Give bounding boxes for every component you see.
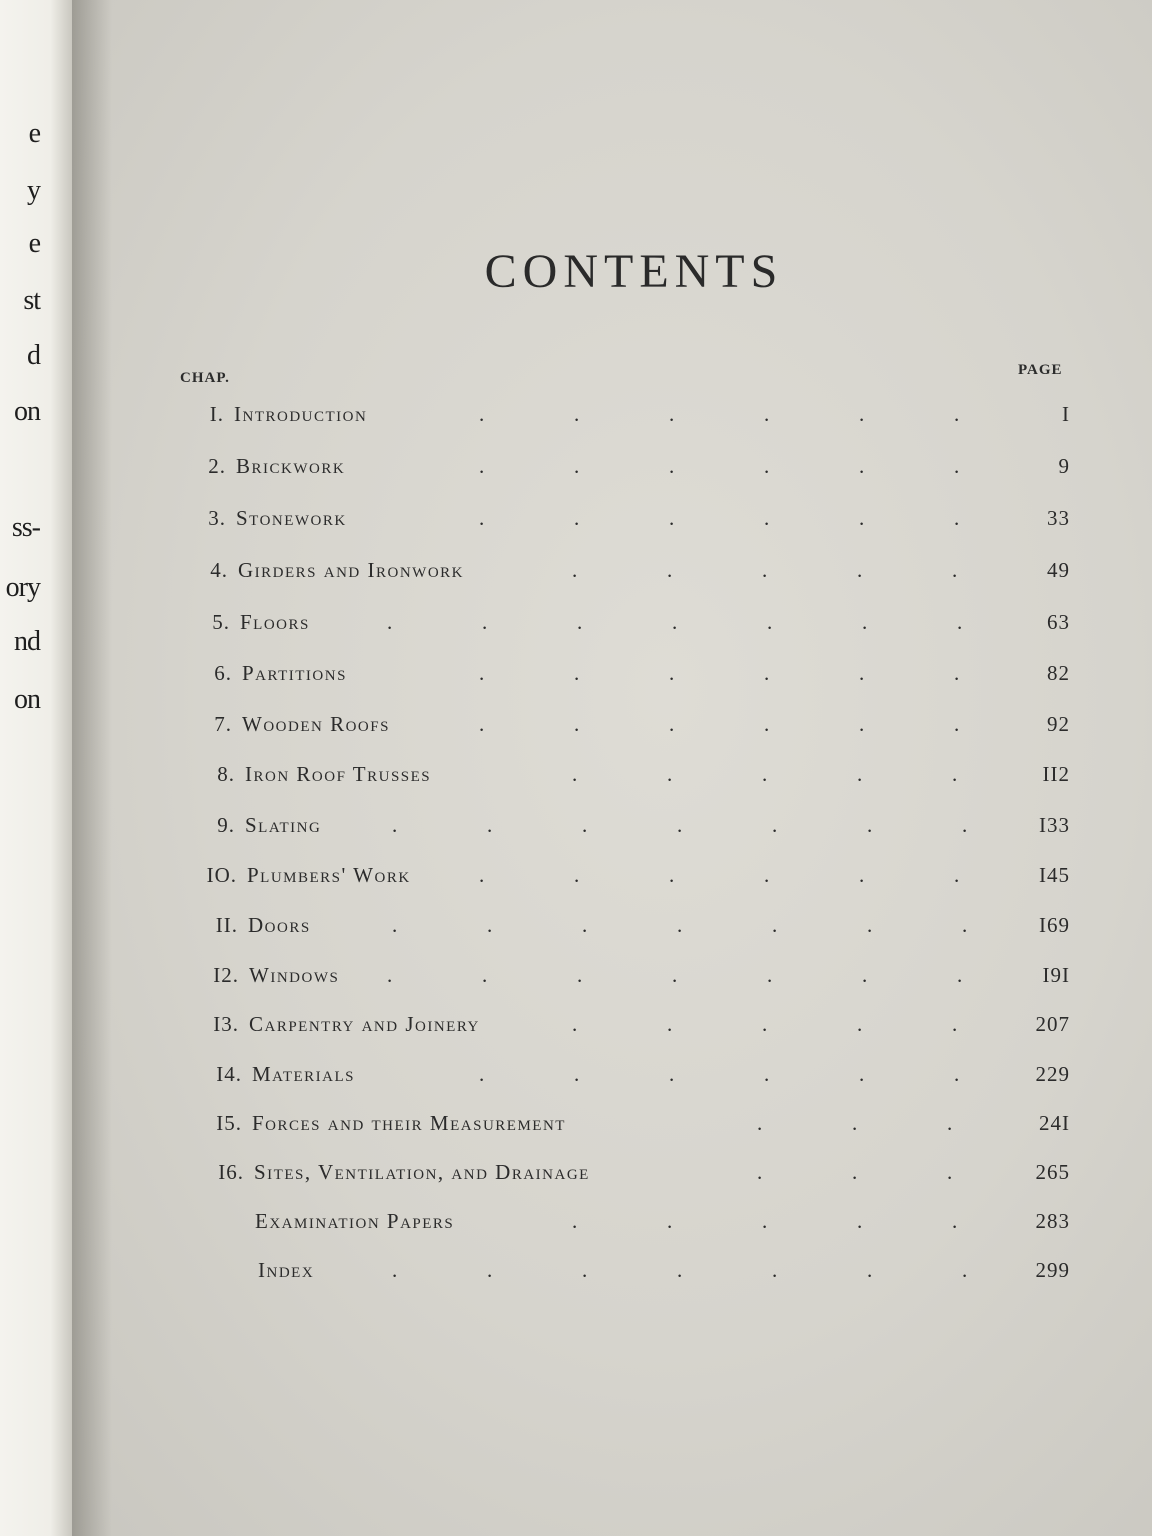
list-item (72, 1258, 1152, 1288)
chapter-number: I. (209, 402, 224, 426)
prev-page-fragment: on (14, 684, 40, 715)
page-number: I (1062, 402, 1070, 426)
prev-page-fragment: ory (5, 572, 40, 603)
page-number: 49 (1047, 558, 1070, 582)
prev-page-fragment: st (23, 285, 40, 316)
chapter-title: Wooden Roofs (242, 712, 390, 736)
page-title: CONTENTS (484, 245, 784, 298)
dot-leader: . . . . . . (479, 661, 960, 685)
dot-leader: . . . (757, 1160, 953, 1184)
dot-leader: . . . . . . . (387, 610, 963, 634)
page-number: I33 (1039, 813, 1070, 837)
dot-leader: . . . (757, 1111, 953, 1135)
list-item (72, 402, 1152, 432)
prev-page-fragment: nd (14, 626, 40, 657)
dot-leader: . . . . . (572, 1012, 958, 1036)
chapter-number: 2. (208, 454, 226, 478)
list-item (72, 863, 1152, 893)
list-item (72, 1062, 1152, 1092)
page-number: 82 (1047, 661, 1070, 685)
previous-page-edge (0, 0, 72, 1536)
dot-leader: . . . . . . (479, 863, 960, 887)
page-number: I45 (1039, 863, 1070, 887)
contents-page (72, 0, 1152, 1536)
page-number: I9I (1042, 963, 1070, 987)
list-item (72, 913, 1152, 943)
chapter-number: IO. (206, 863, 237, 887)
chapter-number: I4. (216, 1062, 242, 1086)
list-item (72, 762, 1152, 792)
dot-leader: . . . . . (572, 558, 958, 582)
chapter-title: Iron Roof Trusses (245, 762, 432, 786)
page-number: 33 (1047, 506, 1070, 530)
chapter-number: 9. (217, 813, 235, 837)
chapter-number: 8. (217, 762, 235, 786)
page-gutter-shadow (72, 0, 112, 1536)
list-item (72, 1111, 1152, 1141)
chapter-title: Introduction (234, 402, 368, 426)
prev-page-fragment: y (27, 175, 40, 206)
chapter-title: Slating (245, 813, 322, 837)
chapter-number: II. (215, 913, 238, 937)
chapter-number: 5. (212, 610, 230, 634)
page-number: 9 (1058, 454, 1070, 478)
chapter-number: 6. (214, 661, 232, 685)
dot-leader: . . . . . . . (392, 813, 968, 837)
chapter-title: Windows (249, 963, 340, 987)
page-number: 299 (1035, 1258, 1070, 1282)
chapter-title: Materials (252, 1062, 356, 1086)
prev-page-fragment: e (28, 228, 40, 259)
page-number: 229 (1035, 1062, 1070, 1086)
chapter-number: 7. (214, 712, 232, 736)
dot-leader: . . . . . . (479, 506, 960, 530)
chapter-title: Partitions (242, 661, 347, 685)
chapter-number: I3. (213, 1012, 239, 1036)
list-item (72, 661, 1152, 691)
page-number: 24I (1039, 1111, 1070, 1135)
chapter-title: Doors (248, 913, 311, 937)
list-item (72, 813, 1152, 843)
dot-leader: . . . . . (572, 1209, 958, 1233)
chapter-number: I2. (213, 963, 239, 987)
dot-leader: . . . . . . (479, 1062, 960, 1086)
page-number: 63 (1047, 610, 1070, 634)
chap-column-header: CHAP. (180, 370, 230, 386)
list-item (72, 506, 1152, 536)
chapter-number: I6. (218, 1160, 244, 1184)
chapter-number: 3. (208, 506, 226, 530)
list-item (72, 1160, 1152, 1190)
chapter-title: Forces and their Measurement (252, 1111, 566, 1135)
chapter-number: I5. (216, 1111, 242, 1135)
page-column-header: PAGE (1018, 362, 1063, 378)
list-item (72, 558, 1152, 588)
chapter-title: Index (258, 1258, 315, 1282)
list-item (72, 963, 1152, 993)
prev-page-fragment: e (28, 118, 40, 149)
dot-leader: . . . . . . (479, 402, 960, 426)
dot-leader: . . . . . . . (392, 913, 968, 937)
dot-leader: . . . . . (572, 762, 958, 786)
dot-leader: . . . . . . . (392, 1258, 968, 1282)
chapter-title: Floors (240, 610, 310, 634)
list-item (72, 1209, 1152, 1239)
list-item (72, 712, 1152, 742)
chapter-title: Brickwork (236, 454, 346, 478)
dot-leader: . . . . . . . (387, 963, 963, 987)
page-number: 207 (1035, 1012, 1070, 1036)
prev-page-fragment: d (27, 340, 40, 371)
list-item (72, 610, 1152, 640)
chapter-title: Plumbers' Work (247, 863, 411, 887)
page-number: 283 (1035, 1209, 1070, 1233)
page-number: I69 (1039, 913, 1070, 937)
chapter-title: Carpentry and Joinery (249, 1012, 480, 1036)
page-number: 265 (1035, 1160, 1070, 1184)
prev-page-fragment: ss- (11, 512, 40, 543)
dot-leader: . . . . . . (479, 454, 960, 478)
list-item (72, 1012, 1152, 1042)
prev-page-fragment: on (14, 396, 40, 427)
chapter-title: Examination Papers (255, 1209, 455, 1233)
page-number: II2 (1042, 762, 1070, 786)
chapter-title: Sites, Ventilation, and Drainage (254, 1160, 590, 1184)
dot-leader: . . . . . . (479, 712, 960, 736)
chapter-title: Stonework (236, 506, 347, 530)
chapter-title: Girders and Ironwork (238, 558, 464, 582)
chapter-number: 4. (210, 558, 228, 582)
list-item (72, 454, 1152, 484)
page-number: 92 (1047, 712, 1070, 736)
